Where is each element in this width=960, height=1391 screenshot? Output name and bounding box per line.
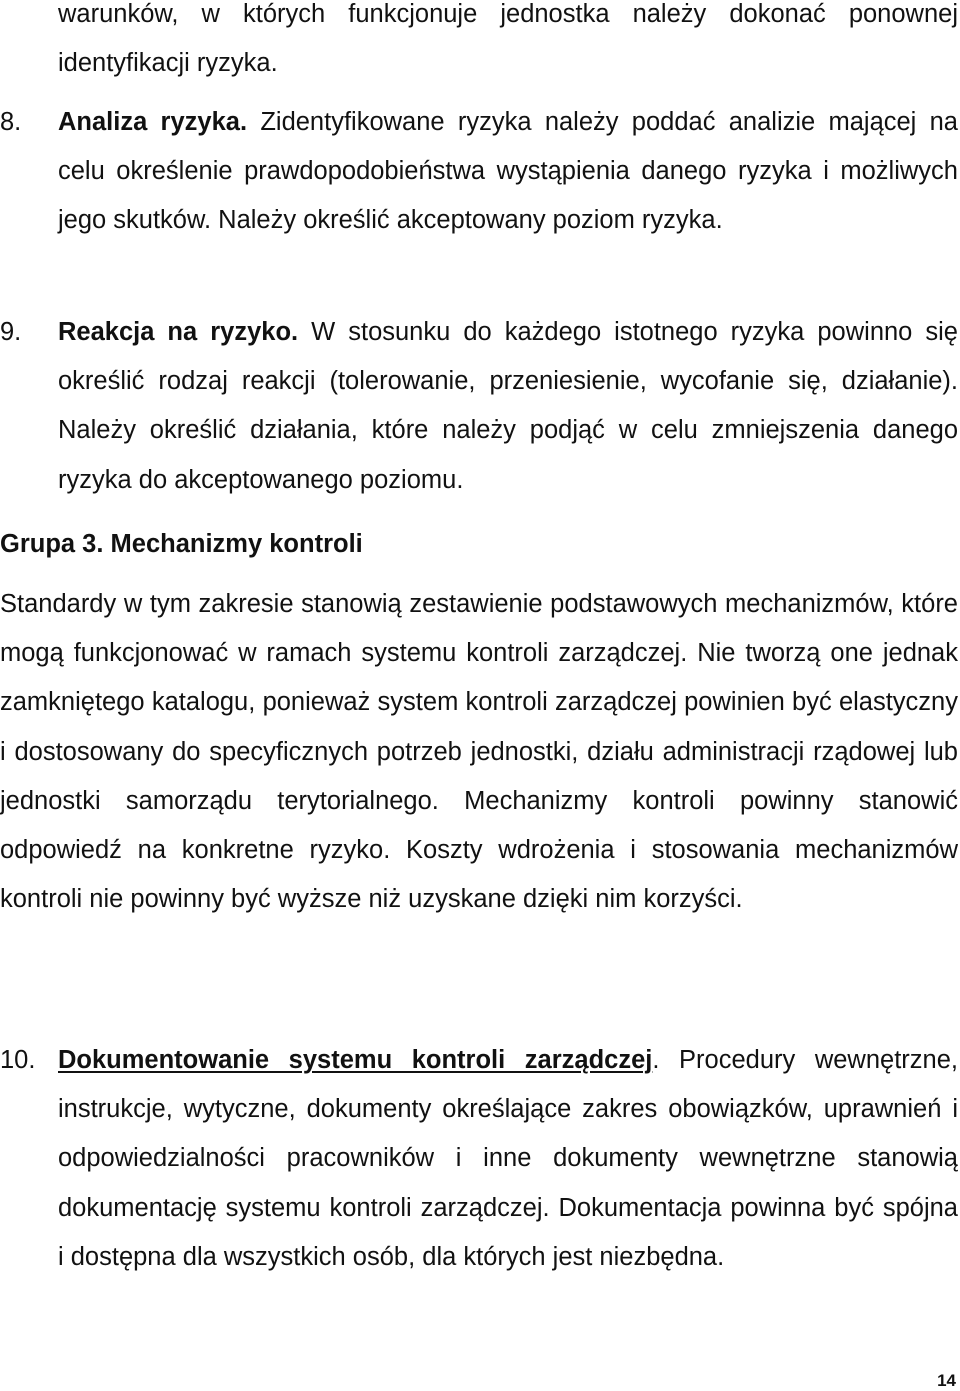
item-8-title: Analiza ryzyka. — [58, 108, 248, 136]
group-3-paragraph: Standardy w tym zakresie stanowią zestawienie podstawowych mechanizmów, które mogą funkcjonować w ramach systemu kontroli zarządczej. Nie tworzą one jednak zamkniętego katalogu, ponieważ system kontroli zarządczej powinien być elastyczny i dostosowany do specyficznych potrzeb jednostki, działu administracji rządowej lub jednostki samorządu terytorialnego. Mechanizmy kontroli powinny stanowić odpowiedź na konkretne ryzyko. Koszty wdrożenia i stosowania mechanizmów kontroli nie powinny być wyższe niż uzyskane dzięki nim korzyści. — [0, 590, 958, 914]
item-8-paragraph — [58, 98, 958, 246]
item-9-paragraph — [58, 308, 958, 505]
item-10-number: 10. — [0, 1046, 36, 1074]
item-9-title: Reakcja na ryzyko. — [58, 318, 299, 346]
item-10-title: Dokumentowanie systemu kontroli zarządczej — [58, 1046, 653, 1074]
item-10-title-end: . — [652, 1046, 660, 1074]
carry-over-paragraph: warunków, w których funkcjonuje jednostka należy dokonać ponownej identyfikacji ryzyka. — [58, 0, 958, 78]
item-10-paragraph — [58, 1036, 958, 1282]
item-10-text: Procedury wewnętrzne, instrukcje, wytyczne, dokumenty określające zakres obowiązków, uprawnień i odpowiedzialności pracowników i inne dokumenty wewnętrzne stanowią dokumentację systemu kontroli zarządczej. Dokumentacja powinna być spójna i dostępna dla wszystkich osób, dla których jest niezbędna. — [58, 1046, 958, 1271]
item-9-text: W stosunku do każdego istotnego ryzyka powinno się określić rodzaj reakcji (tolerowanie, przeniesienie, wycofanie się, działanie). Należy określić działania, które należy podjąć w celu zmniejszenia danego ryzyka do akceptowanego poziomu. — [58, 318, 958, 494]
item-9-number: 9. — [0, 318, 22, 346]
section-heading-group-3: Grupa 3. Mechanizmy kontroli — [0, 530, 363, 558]
item-8-text: Zidentyfikowane ryzyka należy poddać analizie mającej na celu określenie prawdopodobieństwa wystąpienia danego ryzyka i możliwych jego skutków. Należy określić akceptowany poziom ryzyka. — [58, 108, 958, 235]
page-number: 14 — [937, 1371, 956, 1390]
item-8-number: 8. — [0, 108, 22, 136]
